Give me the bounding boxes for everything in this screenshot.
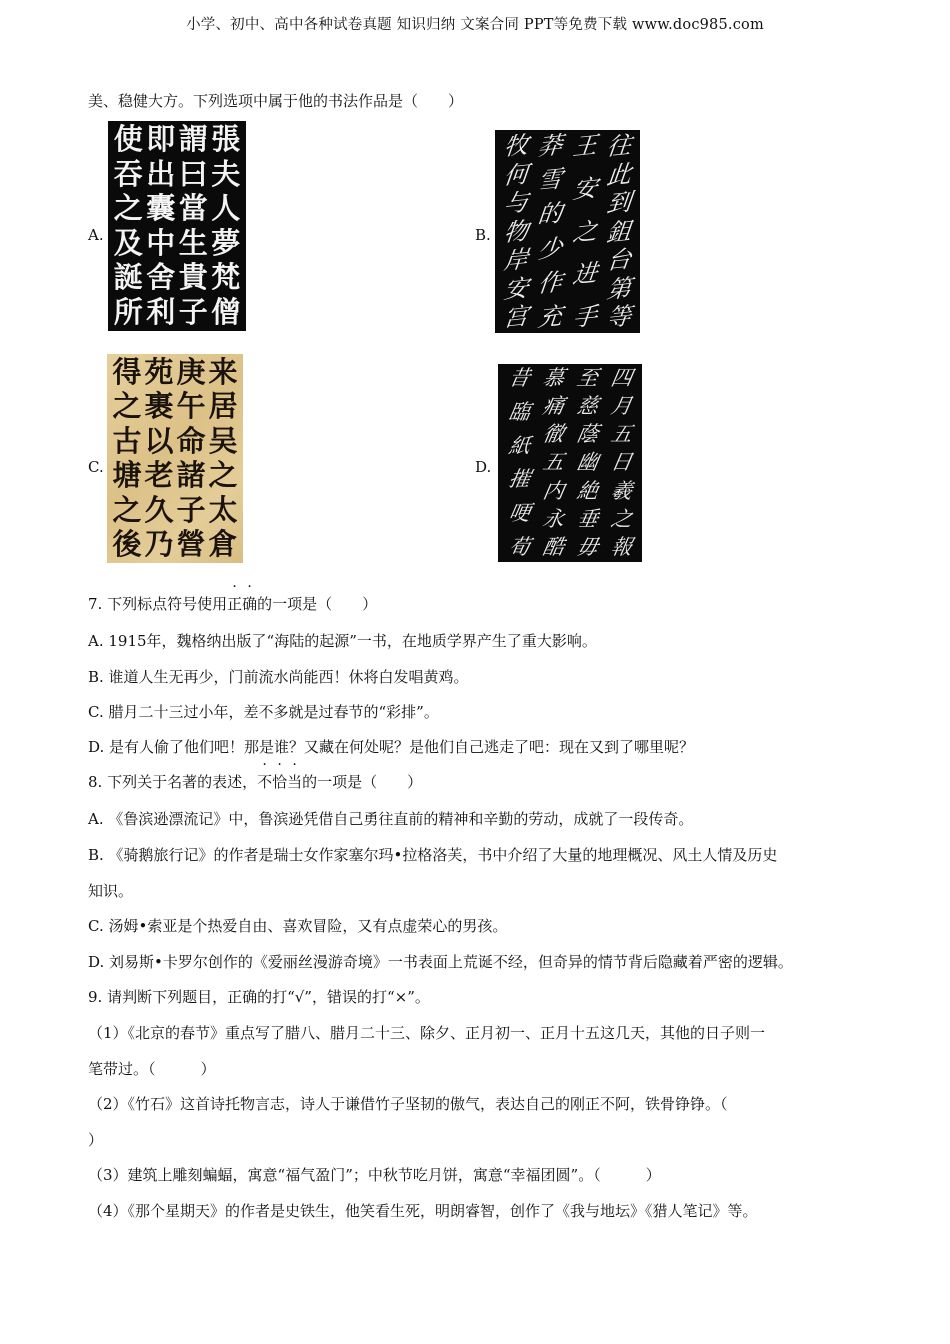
calligraphy-char: 幽: [574, 450, 600, 475]
q8-option-d[interactable]: D. 刘易斯•卡罗尔创作的《爱丽丝漫游奇境》一书表面上荒诞不经，但奇异的情节背后隐藏着严密的逻辑。: [88, 953, 793, 971]
calligraphy-char: 摧: [506, 467, 532, 492]
calligraphy-char: 进: [570, 259, 599, 290]
calligraphy-column: [574, 366, 600, 559]
q9-stem: 9. 请判断下列题目，正确的打“√”，错误的打“×”。: [88, 988, 430, 1006]
calligraphy-char: 吴: [208, 423, 238, 458]
calligraphy-char: 羲: [608, 478, 634, 503]
calligraphy-column: [605, 130, 633, 333]
calligraphy-char: 的: [536, 199, 565, 230]
calligraphy-char: 手: [570, 301, 599, 333]
calligraphy-char: 之: [113, 191, 143, 226]
calligraphy-char: 居: [208, 389, 238, 424]
q8-option-b[interactable]: B. 《骑鹅旅行记》的作者是瑞士女作家塞尔玛•拉格洛芙，书中介绍了大量的地理概况、风土人情及历史: [88, 846, 778, 864]
calligraphy-char: 哽: [506, 501, 532, 526]
calligraphy-char: 荀: [506, 534, 532, 559]
calligraphy-char: 營: [176, 526, 206, 561]
calligraphy-char: 後: [112, 526, 142, 561]
calligraphy-char: 王: [570, 130, 599, 162]
calligraphy-column: [211, 122, 241, 329]
calligraphy-column: [536, 130, 565, 333]
q6-stem: 美、稳健大方。下列选项中属于他的书法作品是（ ）: [88, 92, 464, 110]
calligraphy-char: 夢: [211, 225, 241, 260]
q8-emphasis: [257, 773, 302, 791]
calligraphy-char: 第: [605, 273, 633, 304]
calligraphy-char: 絶: [574, 478, 600, 503]
q9-item-1-cont[interactable]: 笔带过。（ ）: [88, 1060, 216, 1078]
q9-item-2-cont[interactable]: ）: [88, 1131, 104, 1149]
calligraphy-column: [144, 355, 174, 561]
calligraphy-column: [178, 122, 208, 329]
calligraphy-char: 此: [605, 159, 633, 190]
calligraphy-char: 子: [178, 294, 208, 329]
calligraphy-char: 充: [536, 301, 565, 333]
calligraphy-char: 宫: [502, 301, 530, 333]
calligraphy-char: 日: [608, 450, 634, 475]
calligraphy-char: 之: [208, 458, 238, 493]
calligraphy-char: 毋: [574, 534, 600, 559]
calligraphy-char: 舍: [146, 260, 176, 295]
calligraphy-char: 慈: [574, 394, 600, 419]
q6-option-c-label[interactable]: C.: [88, 458, 104, 476]
q6-option-b-label[interactable]: B.: [475, 226, 491, 244]
calligraphy-char: 諸: [176, 458, 206, 493]
calligraphy-char: 少: [536, 233, 565, 264]
calligraphy-char: 莽: [536, 130, 565, 162]
calligraphy-char: 紙: [506, 433, 532, 458]
calligraphy-char: 来: [208, 355, 238, 389]
calligraphy-char: 倉: [208, 526, 238, 561]
calligraphy-char: 内: [540, 478, 566, 503]
calligraphy-char: 人: [211, 191, 241, 226]
q7-option-a[interactable]: A. 1915年，魏格纳出版了“海陆的起源”一书，在地质学界产生了重大影响。: [88, 632, 597, 650]
calligraphy-char: 中: [146, 225, 176, 260]
calligraphy-char: 等: [605, 301, 633, 333]
emphasis-char: 恰: [272, 773, 288, 791]
q9-item-3[interactable]: （3）建筑上雕刻蝙蝠，寓意“福气盈门”；中秋节吃月饼，寓意“幸福团圆”。（ ）: [88, 1166, 661, 1184]
calligraphy-char: 貴: [178, 260, 208, 295]
q7-option-c[interactable]: C. 腊月二十三过小年，差不多就是过春节的“彩排”。: [88, 703, 439, 721]
calligraphy-char: 及: [113, 225, 143, 260]
calligraphy-char: 鉏: [605, 216, 633, 247]
calligraphy-char: 曰: [178, 156, 208, 191]
calligraphy-char: 五: [608, 422, 634, 447]
calligraphy-char: 痛: [540, 394, 566, 419]
calligraphy-char: 之: [112, 492, 142, 527]
calligraphy-char: 謂: [178, 122, 208, 156]
emphasis-char: 当: [287, 773, 303, 791]
calligraphy-char: 五: [540, 450, 566, 475]
calligraphy-char: 太: [208, 492, 238, 527]
calligraphy-char: 使: [113, 122, 143, 156]
q9-item-4: （4）《那个星期天》的作者是史铁生，他笑看生死，明朗睿智，创作了《我与地坛》《猎人笔记》等。: [88, 1202, 758, 1220]
calligraphy-char: 以: [144, 423, 174, 458]
calligraphy-column: [540, 366, 566, 559]
emphasis-char: 确: [242, 595, 258, 613]
q6-option-d-label[interactable]: D.: [475, 458, 492, 476]
calligraphy-char: 出: [146, 156, 176, 191]
q9-item-2: （2）《竹石》这首诗托物言志，诗人于谦借竹子坚韧的傲气，表达自己的刚正不阿，铁骨铮铮。（: [88, 1095, 728, 1113]
calligraphy-column: [608, 366, 634, 559]
calligraphy-char: 至: [574, 366, 600, 390]
calligraphy-column: [113, 122, 143, 329]
q8-stem: 8. 下列关于名著的表述，不恰当的一项是（ ）: [88, 773, 423, 791]
calligraphy-char: 報: [608, 534, 634, 559]
calligraphy-char: 古: [112, 423, 142, 458]
calligraphy-column: [502, 130, 530, 333]
calligraphy-char: 老: [144, 458, 174, 493]
calligraphy-char: 生: [178, 225, 208, 260]
q7-stem: 7. 下列标点符号使用正确的一项是（ ）: [88, 595, 378, 613]
calligraphy-char: 物: [502, 216, 530, 247]
calligraphy-char: 蔭: [574, 422, 600, 447]
calligraphy-char: 雪: [536, 165, 565, 196]
calligraphy-char: 四: [608, 366, 634, 390]
calligraphy-char: 乃: [144, 526, 174, 561]
calligraphy-char: 僧: [211, 294, 241, 329]
calligraphy-char: 与: [502, 187, 530, 219]
calligraphy-image-a[interactable]: [108, 121, 246, 331]
calligraphy-char: 岸: [502, 244, 530, 276]
calligraphy-char: 永: [540, 506, 566, 531]
q7-option-d[interactable]: D. 是有人偷了他们吧！那是谁？又藏在何处呢？是他们自己逃走了吧：现在又到了哪里呢？: [88, 738, 695, 756]
calligraphy-char: 塘: [112, 458, 142, 493]
calligraphy-column: [570, 130, 599, 333]
calligraphy-char: 慕: [540, 366, 566, 390]
calligraphy-char: 庚: [176, 355, 206, 389]
calligraphy-char: 之: [608, 506, 634, 531]
emphasis-char: 不: [257, 773, 273, 791]
q6-option-a-label[interactable]: A.: [88, 226, 104, 244]
calligraphy-char: 久: [144, 492, 174, 527]
q7-emphasis: [227, 595, 257, 613]
calligraphy-char: 夫: [211, 156, 241, 191]
calligraphy-char: 往: [605, 130, 633, 162]
calligraphy-char: 到: [605, 187, 633, 219]
page-header: 小学、初中、高中各种试卷真题 知识归纳 文案合同 PPT等免费下载 www.doc985.com: [186, 17, 764, 33]
calligraphy-char: 之: [112, 389, 142, 424]
calligraphy-char: 苑: [144, 355, 174, 389]
calligraphy-char: 午: [176, 389, 206, 424]
calligraphy-char: 子: [176, 492, 206, 527]
calligraphy-char: 命: [176, 423, 206, 458]
calligraphy-char: 台: [605, 244, 633, 276]
calligraphy-char: 垂: [574, 506, 600, 531]
calligraphy-char: 酷: [540, 534, 566, 559]
calligraphy-char: 牧: [502, 130, 530, 162]
calligraphy-column: [506, 366, 532, 559]
calligraphy-char: 囊: [146, 191, 176, 226]
calligraphy-char: 徹: [540, 422, 566, 447]
calligraphy-char: 作: [536, 267, 565, 298]
calligraphy-column: [112, 355, 142, 561]
calligraphy-char: 即: [146, 122, 176, 156]
calligraphy-column: [208, 355, 238, 561]
emphasis-char: 正: [227, 595, 243, 613]
calligraphy-char: 臨: [506, 399, 532, 424]
q8-option-c[interactable]: C. 汤姆•索亚是个热爱自由、喜欢冒险，又有点虚荣心的男孩。: [88, 917, 508, 935]
calligraphy-char: 得: [112, 355, 142, 389]
calligraphy-char: 月: [608, 394, 634, 419]
calligraphy-char: 之: [570, 216, 599, 247]
calligraphy-char: 裹: [144, 389, 174, 424]
calligraphy-char: 誕: [113, 260, 143, 295]
q7-option-b[interactable]: B. 谁道人生无再少，门前流水尚能西！休将白发唱黄鸡。: [88, 668, 469, 686]
q8-option-a[interactable]: A. 《鲁滨逊漂流记》中，鲁滨逊凭借自己勇往直前的精神和辛勤的劳动，成就了一段传奇。: [88, 810, 694, 828]
calligraphy-char: 利: [146, 294, 176, 329]
calligraphy-image-c[interactable]: [107, 354, 243, 563]
calligraphy-char: 昔: [506, 366, 532, 390]
calligraphy-column: [176, 355, 206, 561]
q8-option-b-cont[interactable]: 知识。: [88, 882, 134, 900]
calligraphy-char: 安: [570, 173, 599, 204]
calligraphy-char: 張: [211, 122, 241, 156]
calligraphy-char: 所: [113, 294, 143, 329]
calligraphy-char: 梵: [211, 260, 241, 295]
q9-item-1: （1）《北京的春节》重点写了腊八、腊月二十三、除夕、正月初一、正月十五这几天，其他的日子则一: [88, 1024, 766, 1042]
calligraphy-char: 吞: [113, 156, 143, 191]
calligraphy-char: 何: [502, 159, 530, 190]
calligraphy-char: 安: [502, 273, 530, 304]
calligraphy-char: 當: [178, 191, 208, 226]
calligraphy-column: [146, 122, 176, 329]
calligraphy-image-d[interactable]: [498, 364, 642, 562]
calligraphy-image-b[interactable]: [495, 130, 640, 333]
